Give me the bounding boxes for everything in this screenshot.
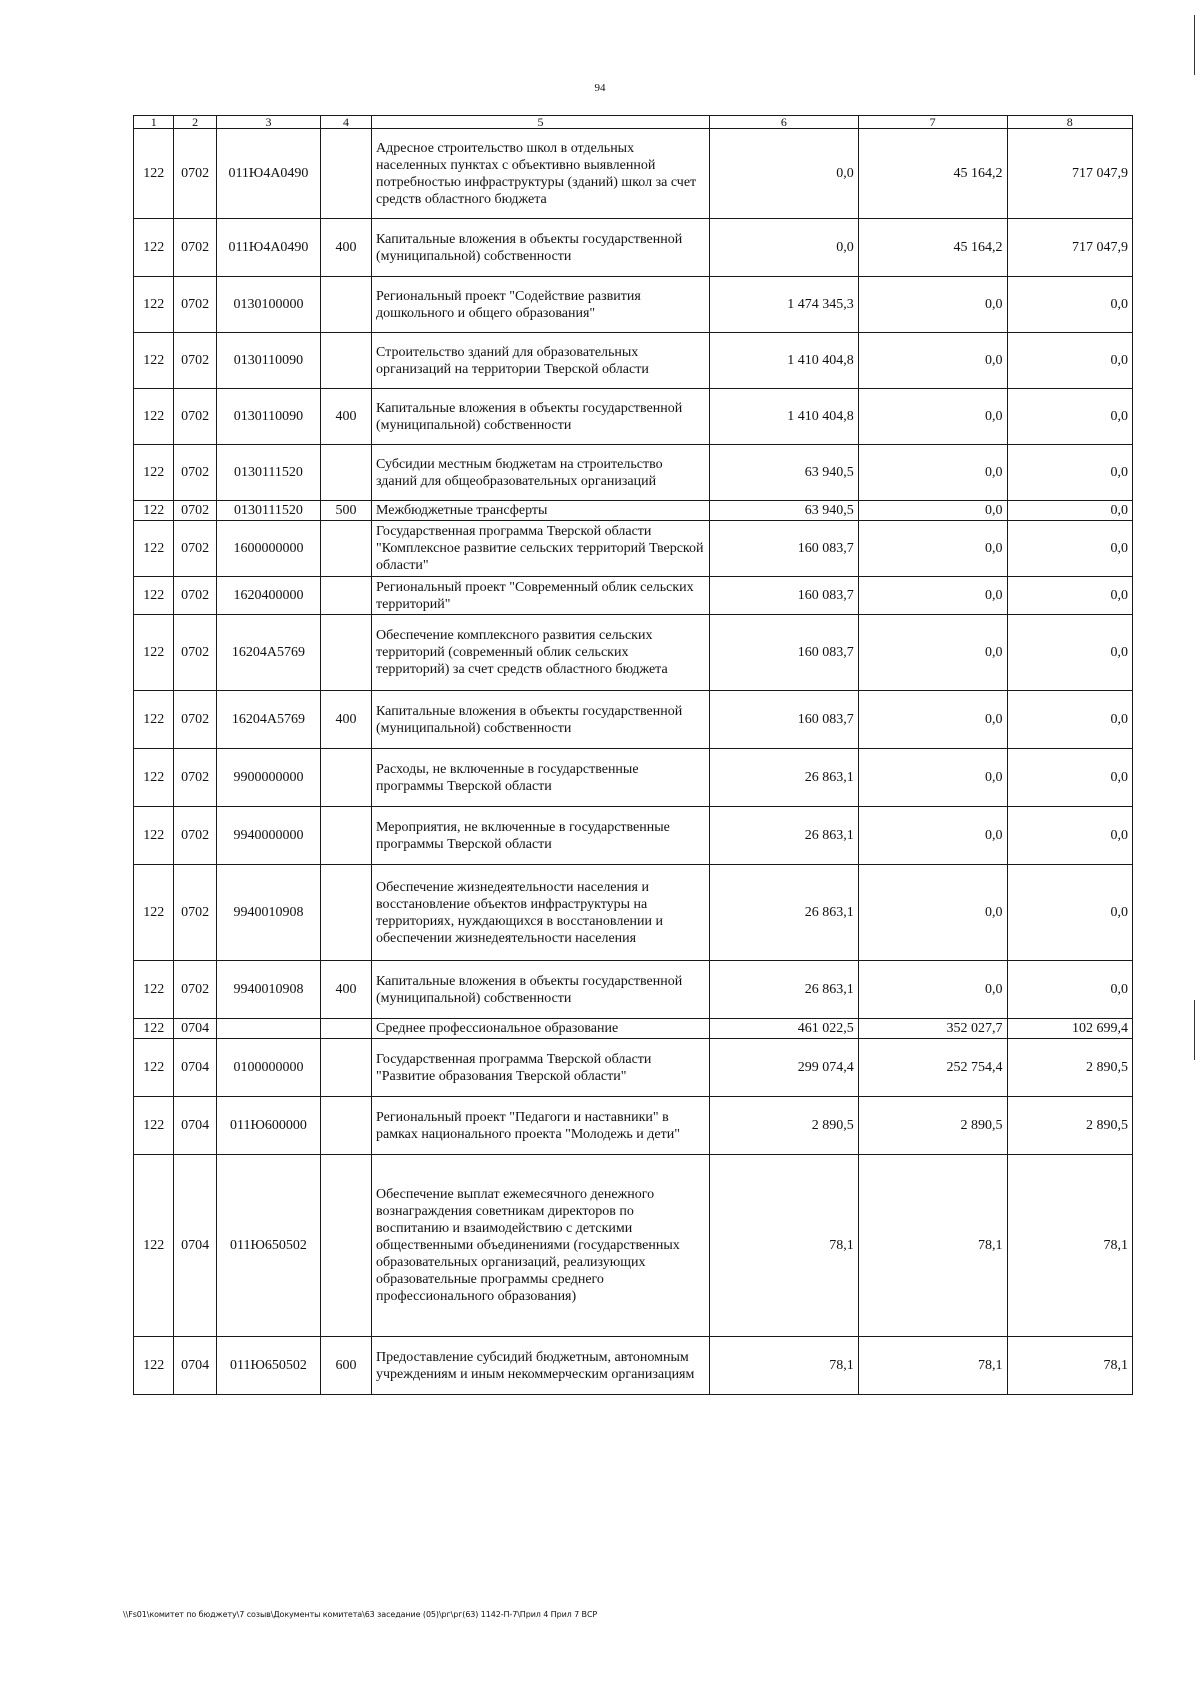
cell-amount-6: 78,1: [709, 1155, 858, 1337]
cell-amount-8: 0,0: [1007, 501, 1132, 521]
cell-name: Капитальные вложения в объекты государственной (муниципальной) собственности: [372, 691, 710, 749]
cell-target-article: 16204А5769: [216, 615, 320, 691]
cell-name: Государственная программа Тверской области "Развитие образования Тверской области": [372, 1039, 710, 1097]
cell-amount-6: 1 410 404,8: [709, 333, 858, 389]
cell-amount-6: 160 083,7: [709, 615, 858, 691]
cell-target-article: 9940010908: [216, 865, 320, 961]
table-row: [134, 389, 1133, 445]
cell-amount-7: 0,0: [858, 807, 1007, 865]
cell-amount-8: 2 890,5: [1007, 1097, 1132, 1155]
cell-target-article: 0130110090: [216, 333, 320, 389]
cell-amount-7: 0,0: [858, 961, 1007, 1019]
cell-admin-code: 122: [134, 865, 174, 961]
header-cell: 2: [174, 116, 217, 129]
cell-amount-7: 0,0: [858, 445, 1007, 501]
cell-section-code: 0702: [174, 277, 217, 333]
cell-name: Региональный проект "Содействие развития дошкольного и общего образования": [372, 277, 710, 333]
cell-amount-6: 0,0: [709, 219, 858, 277]
cell-amount-6: 26 863,1: [709, 807, 858, 865]
cell-target-article: 0100000000: [216, 1039, 320, 1097]
cell-expense-type: 400: [321, 691, 372, 749]
cell-amount-7: 352 027,7: [858, 1019, 1007, 1039]
table-row: [134, 501, 1133, 521]
cell-admin-code: 122: [134, 961, 174, 1019]
cell-target-article: 9940010908: [216, 961, 320, 1019]
cell-amount-8: 78,1: [1007, 1337, 1132, 1395]
cell-amount-7: 0,0: [858, 865, 1007, 961]
cell-target-article: 1620400000: [216, 577, 320, 615]
cell-name: Капитальные вложения в объекты государственной (муниципальной) собственности: [372, 389, 710, 445]
cell-admin-code: 122: [134, 615, 174, 691]
cell-amount-6: 299 074,4: [709, 1039, 858, 1097]
cell-amount-6: 160 083,7: [709, 577, 858, 615]
table-row: [134, 865, 1133, 961]
cell-target-article: 0130111520: [216, 501, 320, 521]
cell-expense-type: [321, 749, 372, 807]
cell-section-code: 0704: [174, 1155, 217, 1337]
cell-expense-type: [321, 1097, 372, 1155]
cell-amount-8: 0,0: [1007, 277, 1132, 333]
cell-amount-6: 160 083,7: [709, 521, 858, 577]
cell-amount-6: 0,0: [709, 129, 858, 219]
header-row: [134, 116, 1133, 129]
table-row: [134, 445, 1133, 501]
cell-target-article: 011Ю4А0490: [216, 129, 320, 219]
cell-admin-code: 122: [134, 1097, 174, 1155]
cell-target-article: 16204А5769: [216, 691, 320, 749]
cell-expense-type: 400: [321, 389, 372, 445]
cell-target-article: 011Ю650502: [216, 1155, 320, 1337]
margin-mark: [1194, 1000, 1195, 1060]
cell-section-code: 0704: [174, 1039, 217, 1097]
cell-section-code: 0702: [174, 691, 217, 749]
cell-name: Капитальные вложения в объекты государственной (муниципальной) собственности: [372, 961, 710, 1019]
cell-amount-8: 0,0: [1007, 445, 1132, 501]
cell-expense-type: [321, 615, 372, 691]
footer-file-path: \\Fs01\комитет по бюджету\7 созыв\Документы комитета\63 заседание (05)\рг\рг(63) 1142-П-7\Прил 4 Прил 7 ВСР: [123, 1610, 598, 1619]
cell-amount-6: 63 940,5: [709, 501, 858, 521]
cell-target-article: 0130100000: [216, 277, 320, 333]
cell-amount-6: 1 474 345,3: [709, 277, 858, 333]
cell-name: Строительство зданий для образовательных организаций на территории Тверской области: [372, 333, 710, 389]
cell-expense-type: [321, 445, 372, 501]
cell-admin-code: 122: [134, 389, 174, 445]
cell-amount-7: 0,0: [858, 389, 1007, 445]
cell-amount-7: 252 754,4: [858, 1039, 1007, 1097]
table-row: [134, 961, 1133, 1019]
table-row: [134, 1337, 1133, 1395]
cell-amount-7: 0,0: [858, 615, 1007, 691]
table-row: [134, 1039, 1133, 1097]
cell-admin-code: 122: [134, 129, 174, 219]
cell-amount-6: 26 863,1: [709, 961, 858, 1019]
table-row: [134, 277, 1133, 333]
cell-amount-8: 0,0: [1007, 807, 1132, 865]
cell-amount-7: 45 164,2: [858, 129, 1007, 219]
cell-name: Межбюджетные трансферты: [372, 501, 710, 521]
cell-amount-6: 461 022,5: [709, 1019, 858, 1039]
cell-section-code: 0702: [174, 749, 217, 807]
table-row: [134, 521, 1133, 577]
cell-admin-code: 122: [134, 1155, 174, 1337]
cell-section-code: 0702: [174, 521, 217, 577]
cell-amount-8: 0,0: [1007, 961, 1132, 1019]
cell-amount-6: 26 863,1: [709, 749, 858, 807]
header-cell: 5: [372, 116, 710, 129]
table-row: [134, 219, 1133, 277]
cell-expense-type: [321, 129, 372, 219]
cell-amount-6: 1 410 404,8: [709, 389, 858, 445]
cell-amount-8: 717 047,9: [1007, 129, 1132, 219]
cell-amount-8: 0,0: [1007, 389, 1132, 445]
cell-name: Региональный проект "Современный облик сельских территорий": [372, 577, 710, 615]
header-cell: 4: [321, 116, 372, 129]
cell-section-code: 0702: [174, 501, 217, 521]
cell-amount-7: 0,0: [858, 577, 1007, 615]
cell-target-article: 9940000000: [216, 807, 320, 865]
cell-amount-7: 0,0: [858, 749, 1007, 807]
table-row: [134, 1097, 1133, 1155]
cell-expense-type: 400: [321, 961, 372, 1019]
cell-amount-7: 0,0: [858, 277, 1007, 333]
cell-expense-type: [321, 1155, 372, 1337]
cell-section-code: 0702: [174, 807, 217, 865]
cell-amount-8: 0,0: [1007, 521, 1132, 577]
table-row: [134, 333, 1133, 389]
table-row: [134, 1155, 1133, 1337]
table-row: [134, 577, 1133, 615]
cell-name: Субсидии местным бюджетам на строительство зданий для общеобразовательных организаций: [372, 445, 710, 501]
cell-name: Предоставление субсидий бюджетным, автономным учреждениям и иным некоммерческим организациям: [372, 1337, 710, 1395]
cell-amount-7: 0,0: [858, 691, 1007, 749]
table-row: [134, 1019, 1133, 1039]
cell-expense-type: [321, 865, 372, 961]
cell-amount-7: 0,0: [858, 521, 1007, 577]
cell-section-code: 0704: [174, 1019, 217, 1039]
cell-name: Обеспечение выплат ежемесячного денежного вознаграждения советникам директоров по воспитанию и взаимодействию с детскими общественными объединениями (государственных образовательных организаций, реализующих образовательные программы среднего профессионального образования): [372, 1155, 710, 1337]
cell-section-code: 0704: [174, 1097, 217, 1155]
cell-expense-type: 400: [321, 219, 372, 277]
cell-admin-code: 122: [134, 445, 174, 501]
cell-admin-code: 122: [134, 577, 174, 615]
cell-amount-7: 45 164,2: [858, 219, 1007, 277]
cell-amount-8: 2 890,5: [1007, 1039, 1132, 1097]
cell-section-code: 0704: [174, 1337, 217, 1395]
cell-expense-type: [321, 277, 372, 333]
cell-admin-code: 122: [134, 807, 174, 865]
cell-target-article: 011Ю4А0490: [216, 219, 320, 277]
cell-name: Обеспечение комплексного развития сельских территорий (современный облик сельских территорий) за счет средств областного бюджета: [372, 615, 710, 691]
header-cell: 1: [134, 116, 174, 129]
cell-amount-8: 78,1: [1007, 1155, 1132, 1337]
cell-target-article: 011Ю650502: [216, 1337, 320, 1395]
cell-admin-code: 122: [134, 749, 174, 807]
cell-admin-code: 122: [134, 333, 174, 389]
cell-target-article: 1600000000: [216, 521, 320, 577]
cell-amount-7: 78,1: [858, 1337, 1007, 1395]
cell-section-code: 0702: [174, 333, 217, 389]
cell-name: Капитальные вложения в объекты государственной (муниципальной) собственности: [372, 219, 710, 277]
cell-amount-8: 0,0: [1007, 615, 1132, 691]
table-row: [134, 691, 1133, 749]
cell-target-article: 011Ю600000: [216, 1097, 320, 1155]
cell-target-article: [216, 1019, 320, 1039]
cell-expense-type: [321, 577, 372, 615]
header-cell: 7: [858, 116, 1007, 129]
cell-section-code: 0702: [174, 219, 217, 277]
cell-admin-code: 122: [134, 1039, 174, 1097]
table-row: [134, 749, 1133, 807]
cell-section-code: 0702: [174, 865, 217, 961]
cell-name: Государственная программа Тверской области "Комплексное развитие сельских территорий Тверской области": [372, 521, 710, 577]
cell-section-code: 0702: [174, 445, 217, 501]
budget-table: [133, 115, 1133, 1395]
header-cell: 3: [216, 116, 320, 129]
table-row: [134, 807, 1133, 865]
cell-section-code: 0702: [174, 961, 217, 1019]
cell-amount-8: 0,0: [1007, 749, 1132, 807]
cell-amount-7: 2 890,5: [858, 1097, 1007, 1155]
cell-name: Расходы, не включенные в государственные программы Тверской области: [372, 749, 710, 807]
cell-name: Адресное строительство школ в отдельных населенных пунктах с объективно выявленной потребностью инфраструктуры (зданий) школ за счет средств областного бюджета: [372, 129, 710, 219]
cell-name: Региональный проект "Педагоги и наставники" в рамках национального проекта "Молодежь и дети": [372, 1097, 710, 1155]
margin-mark: [1194, 15, 1195, 75]
cell-target-article: 0130110090: [216, 389, 320, 445]
cell-amount-6: 78,1: [709, 1337, 858, 1395]
cell-name: Обеспечение жизнедеятельности населения и восстановление объектов инфраструктуры на территориях, нуждающихся в восстановлении и обеспечении жизнедеятельности населения: [372, 865, 710, 961]
cell-amount-7: 0,0: [858, 333, 1007, 389]
page-number: 94: [594, 82, 606, 94]
cell-expense-type: [321, 1039, 372, 1097]
cell-section-code: 0702: [174, 615, 217, 691]
cell-expense-type: 500: [321, 501, 372, 521]
cell-expense-type: [321, 807, 372, 865]
cell-amount-6: 26 863,1: [709, 865, 858, 961]
cell-amount-8: 0,0: [1007, 333, 1132, 389]
cell-amount-6: 2 890,5: [709, 1097, 858, 1155]
cell-admin-code: 122: [134, 501, 174, 521]
cell-admin-code: 122: [134, 277, 174, 333]
table-row: [134, 615, 1133, 691]
cell-section-code: 0702: [174, 389, 217, 445]
cell-amount-6: 63 940,5: [709, 445, 858, 501]
cell-admin-code: 122: [134, 219, 174, 277]
cell-admin-code: 122: [134, 1019, 174, 1039]
cell-amount-8: 0,0: [1007, 691, 1132, 749]
cell-admin-code: 122: [134, 691, 174, 749]
header-cell: 6: [709, 116, 858, 129]
table-row: [134, 129, 1133, 219]
cell-section-code: 0702: [174, 577, 217, 615]
cell-amount-8: 102 699,4: [1007, 1019, 1132, 1039]
cell-expense-type: [321, 333, 372, 389]
cell-target-article: 9900000000: [216, 749, 320, 807]
cell-admin-code: 122: [134, 1337, 174, 1395]
cell-admin-code: 122: [134, 521, 174, 577]
cell-amount-6: 160 083,7: [709, 691, 858, 749]
cell-amount-7: 78,1: [858, 1155, 1007, 1337]
cell-name: Среднее профессиональное образование: [372, 1019, 710, 1039]
cell-name: Мероприятия, не включенные в государственные программы Тверской области: [372, 807, 710, 865]
cell-amount-7: 0,0: [858, 501, 1007, 521]
cell-expense-type: 600: [321, 1337, 372, 1395]
cell-section-code: 0702: [174, 129, 217, 219]
cell-expense-type: [321, 521, 372, 577]
header-cell: 8: [1007, 116, 1132, 129]
cell-expense-type: [321, 1019, 372, 1039]
cell-amount-8: 717 047,9: [1007, 219, 1132, 277]
cell-amount-8: 0,0: [1007, 865, 1132, 961]
cell-amount-8: 0,0: [1007, 577, 1132, 615]
cell-target-article: 0130111520: [216, 445, 320, 501]
